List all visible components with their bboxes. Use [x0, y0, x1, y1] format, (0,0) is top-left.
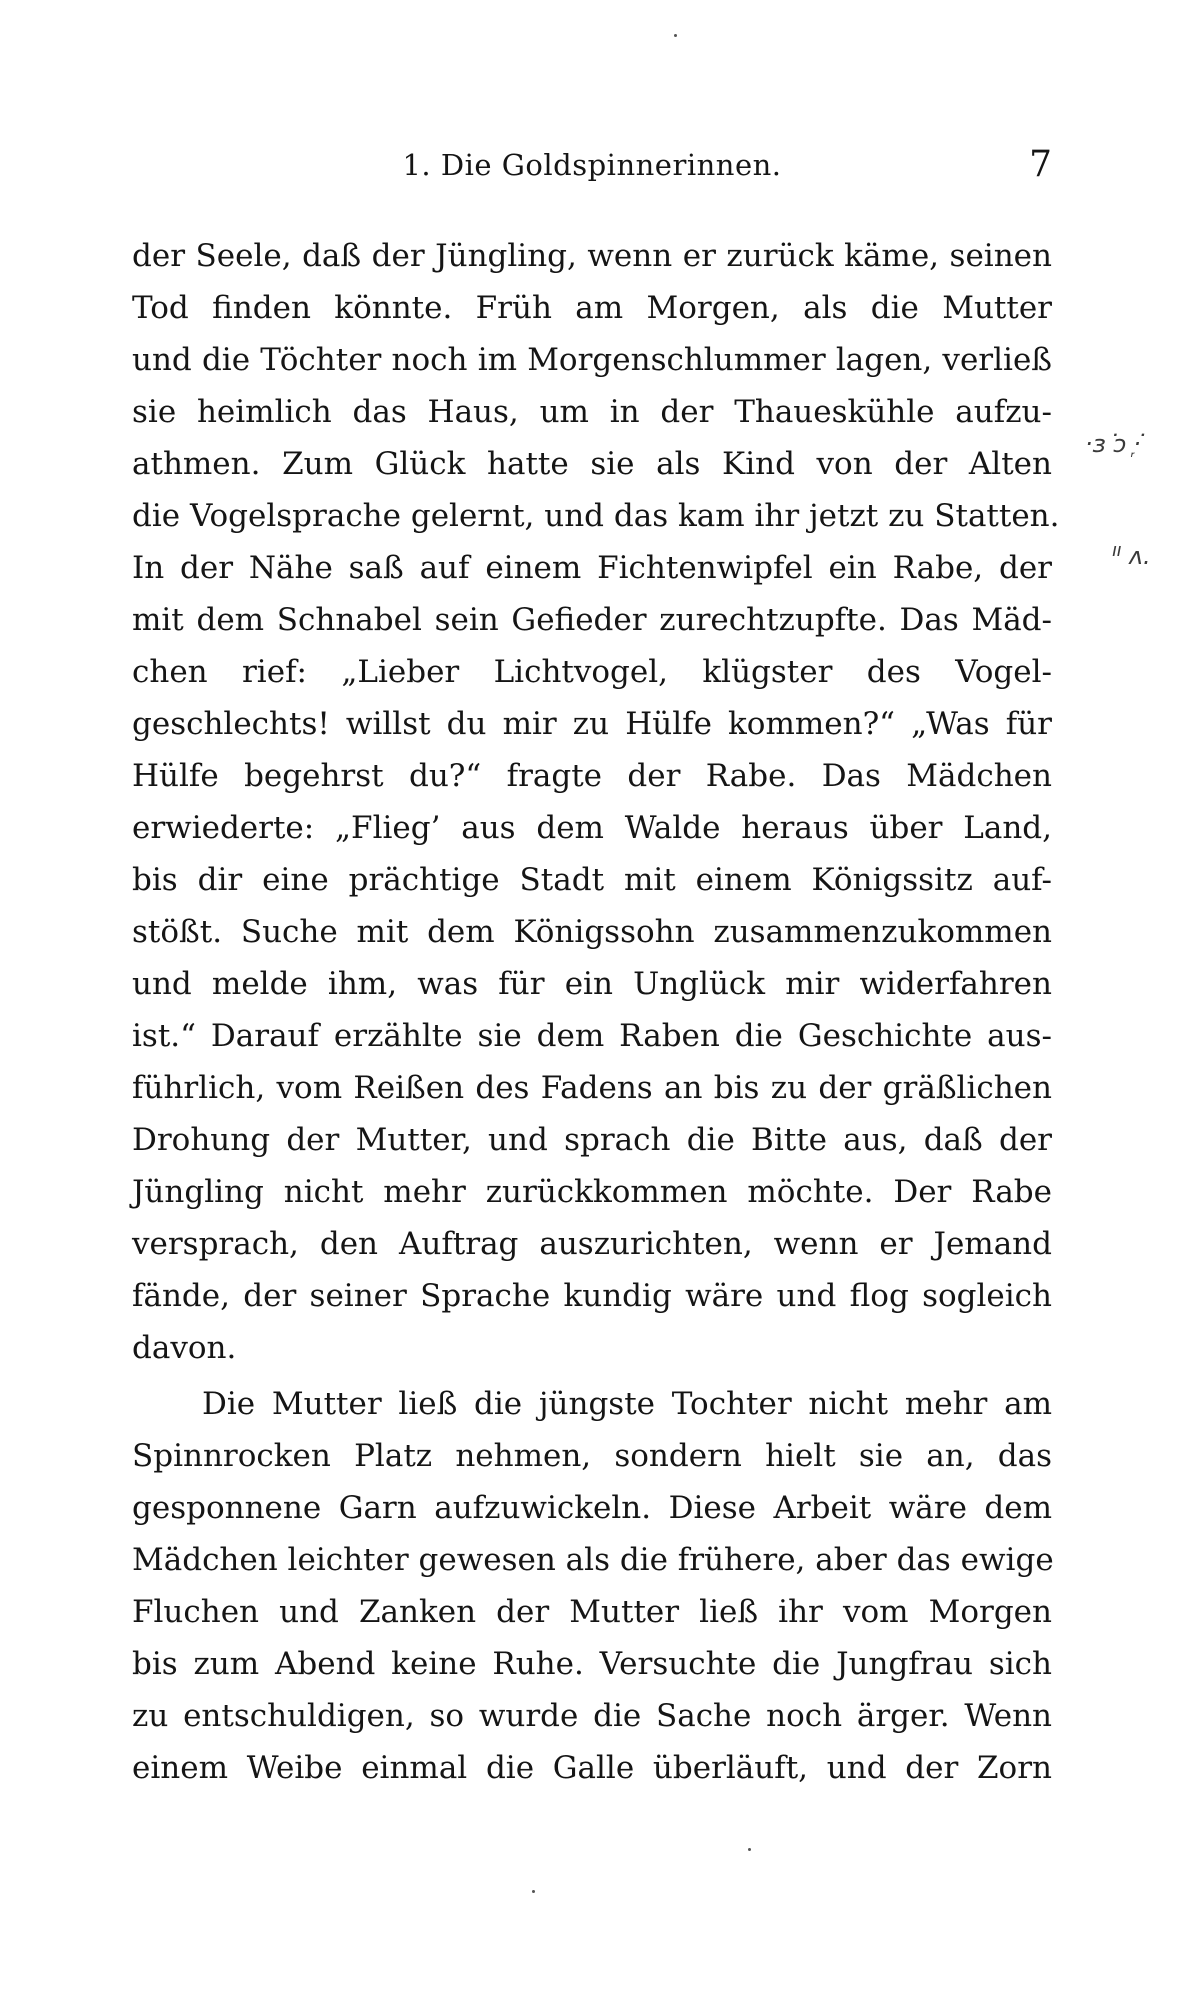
- margin-annotation: ·ɜ ͘ɔ ᷊·͘: [1085, 430, 1141, 458]
- text-line: einem Weibe einmal die Galle überläuft, und der Zorn: [132, 1750, 1052, 1786]
- paragraph: [132, 1378, 1052, 1794]
- text-line: stößt. Suche mit dem Königssohn zusammenzukommen: [132, 914, 1052, 950]
- margin-annotation: ᑊᑊ ʌ.: [1112, 542, 1151, 570]
- text-line: athmen. Zum Glück hatte sie als Kind von der Alten: [132, 446, 1052, 482]
- text-line: sie heimlich das Haus, um in der Thaueskühle aufzu-: [132, 394, 1052, 430]
- text-line: geschlechts! willst du mir zu Hülfe kommen?“ „Was für: [132, 706, 1052, 742]
- text-line: bis dir eine prächtige Stadt mit einem Königssitz auf-: [132, 862, 1052, 898]
- body-text: [132, 230, 1060, 1794]
- text-line: zu entschuldigen, so wurde die Sache noch ärger. Wenn: [132, 1698, 1052, 1734]
- text-line: führlich, vom Reißen des Fadens an bis zu der gräßlichen: [132, 1070, 1052, 1106]
- text-line: chen rief: „Lieber Lichtvogel, klügster des Vogel-: [132, 654, 1052, 690]
- text-line: und melde ihm, was für ein Unglück mir widerfahren: [132, 966, 1052, 1002]
- ink-speck: [674, 34, 677, 37]
- text-line: Drohung der Mutter, und sprach die Bitte aus, daß der: [132, 1122, 1052, 1158]
- text-line: bis zum Abend keine Ruhe. Versuchte die Jungfrau sich: [132, 1646, 1052, 1682]
- text-line: davon.: [132, 1330, 237, 1366]
- ink-speck: [532, 1890, 535, 1893]
- text-line: Hülfe begehrst du?“ fragte der Rabe. Das Mädchen: [132, 758, 1052, 794]
- text-line: mit dem Schnabel sein Gefieder zurechtzupfte. Das Mäd-: [132, 602, 1052, 638]
- ink-speck: [748, 1848, 751, 1851]
- text-line: gesponnene Garn aufzuwickeln. Diese Arbeit wäre dem: [132, 1490, 1052, 1526]
- paragraph: [132, 230, 1060, 1374]
- text-line: Fluchen und Zanken der Mutter ließ ihr vom Morgen: [132, 1594, 1052, 1630]
- text-line: Spinnrocken Platz nehmen, sondern hielt sie an, das: [132, 1438, 1052, 1474]
- text-line: und die Töchter noch im Morgenschlummer lagen, verließ: [132, 342, 1052, 378]
- text-line: ist.“ Darauf erzählte sie dem Raben die Geschichte aus-: [132, 1018, 1052, 1054]
- text-line: erwiederte: „Flieg’ aus dem Walde heraus über Land,: [132, 810, 1052, 846]
- text-line: der Seele, daß der Jüngling, wenn er zurück käme, seinen: [132, 238, 1052, 274]
- text-line: Jüngling nicht mehr zurückkommen möchte. Der Rabe: [132, 1174, 1052, 1210]
- text-line: die Vogelsprache gelernt, und das kam ihr jetzt zu Statten.: [132, 498, 1060, 534]
- text-line: Mädchen leichter gewesen als die frühere, aber das ewige: [132, 1542, 1054, 1578]
- running-header: [132, 144, 1052, 188]
- text-line: Die Mutter ließ die jüngste Tochter nicht mehr am: [202, 1386, 1052, 1422]
- page-number: 7: [1029, 144, 1052, 185]
- chapter-heading: 1. Die Goldspinnerinnen.: [402, 148, 782, 182]
- text-line: In der Nähe saß auf einem Fichtenwipfel ein Rabe, der: [132, 550, 1052, 586]
- text-line: fände, der seiner Sprache kundig wäre und flog sogleich: [132, 1278, 1052, 1314]
- text-line: versprach, den Auftrag auszurichten, wenn er Jemand: [132, 1226, 1052, 1262]
- text-line: Tod finden könnte. Früh am Morgen, als die Mutter: [132, 290, 1052, 326]
